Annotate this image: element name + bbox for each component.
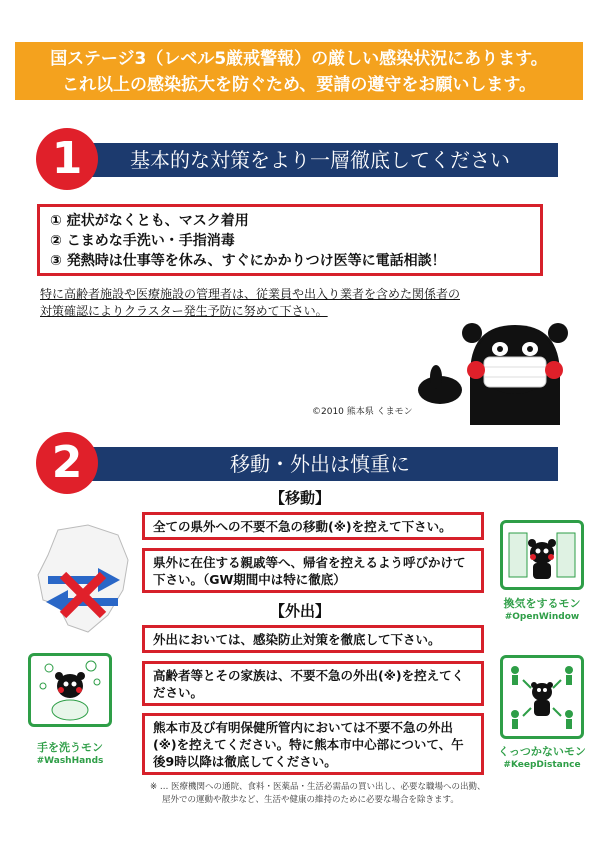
footnote-line-1: ※ … 医療機関への通院、食料・医薬品・生活必需品の買い出し、必要な職場への出勤、	[150, 782, 486, 792]
kumamon-copyright: ©2010 熊本県 くまモン	[312, 407, 413, 417]
section2-number: 2	[51, 437, 83, 488]
open-window-icon	[503, 523, 581, 587]
tip-distance-card	[500, 655, 584, 739]
banner-line-1: 国ステージ3（レベル5厳戒警報）の厳しい感染状況にあります。	[50, 49, 548, 69]
footnote	[150, 781, 486, 807]
movement-heading: 【移動】	[270, 489, 331, 507]
section1-title-bar	[82, 143, 558, 177]
section1-number: 1	[51, 133, 83, 184]
facility-note-line-1: 特に高齢者施設や医療施設の管理者は、従業員や出入り業者を含めた関係者の	[40, 287, 461, 301]
kumamon-mask-illustration	[410, 315, 570, 425]
outing-item-2-text: 高齢者等とその家族は、不要不急の外出(※)を控えてください。	[153, 668, 465, 700]
movement-item-2-text: 県外に在住する親戚等へ、帰省を控えるよう呼びかけて下さい。（GW期間中は特に徹底）	[153, 555, 466, 587]
section1-number-badge	[36, 128, 98, 190]
tip-ventilate-label: 換気をするモン	[503, 597, 581, 610]
wash-hands-icon	[31, 656, 109, 724]
facility-note	[40, 286, 460, 320]
tip-ventilate-tag: #OpenWindow	[504, 612, 580, 622]
section1-title: 基本的な対策をより一層徹底してください	[130, 148, 510, 172]
alert-banner	[15, 42, 583, 100]
section2-title: 移動・外出は慎重に	[230, 452, 410, 476]
tip-distance-label: くっつかないモン	[498, 745, 586, 758]
banner-line-2: これ以上の感染拡大を防ぐため、要請の遵守をお願いします。	[62, 75, 536, 95]
tip-ventilate-card	[500, 520, 584, 590]
basic-measures-box	[37, 204, 543, 276]
outing-heading: 【外出】	[270, 602, 331, 620]
facility-note-line-2: 対策確認によりクラスター発生予防に努めて下さい。	[40, 304, 328, 318]
outing-item-3-text: 熊本市及び有明保健所管内においては不要不急の外出(※)を控えてください。特に熊本市中心部について、午後9時以降は徹底してください。	[153, 720, 464, 769]
outing-item-3	[142, 713, 484, 775]
movement-item-1-text: 全ての県外への不要不急の移動(※)を控えて下さい。	[153, 519, 452, 534]
outing-item-2	[142, 661, 484, 706]
tip-distance-tag: #KeepDistance	[503, 760, 581, 770]
movement-item-1	[142, 512, 484, 540]
outing-item-1-text: 外出においては、感染防止対策を徹底して下さい。	[153, 632, 441, 647]
section2-number-badge	[36, 432, 98, 494]
tip-wash-tag: #WashHands	[36, 756, 104, 766]
kyushu-map-no-travel-icon	[28, 520, 138, 640]
measure-item-fever: ③ 発熱時は仕事等を休み、すぐにかかりつけ医等に電話相談！	[50, 253, 446, 269]
footnote-line-2: 屋外での運動や散歩など、生活や健康の維持のために必要な場合を除きます。	[162, 795, 459, 805]
movement-item-2	[142, 548, 484, 593]
section2-title-bar	[82, 447, 558, 481]
measure-item-mask: ① 症状がなくとも、マスク着用	[50, 213, 249, 229]
keep-distance-icon	[503, 658, 581, 736]
measure-item-handwash: ② こまめな手洗い・手指消毒	[50, 233, 235, 249]
tip-wash-card	[28, 653, 112, 727]
outing-item-1	[142, 625, 484, 653]
tip-wash-label: 手を洗うモン	[37, 741, 103, 754]
